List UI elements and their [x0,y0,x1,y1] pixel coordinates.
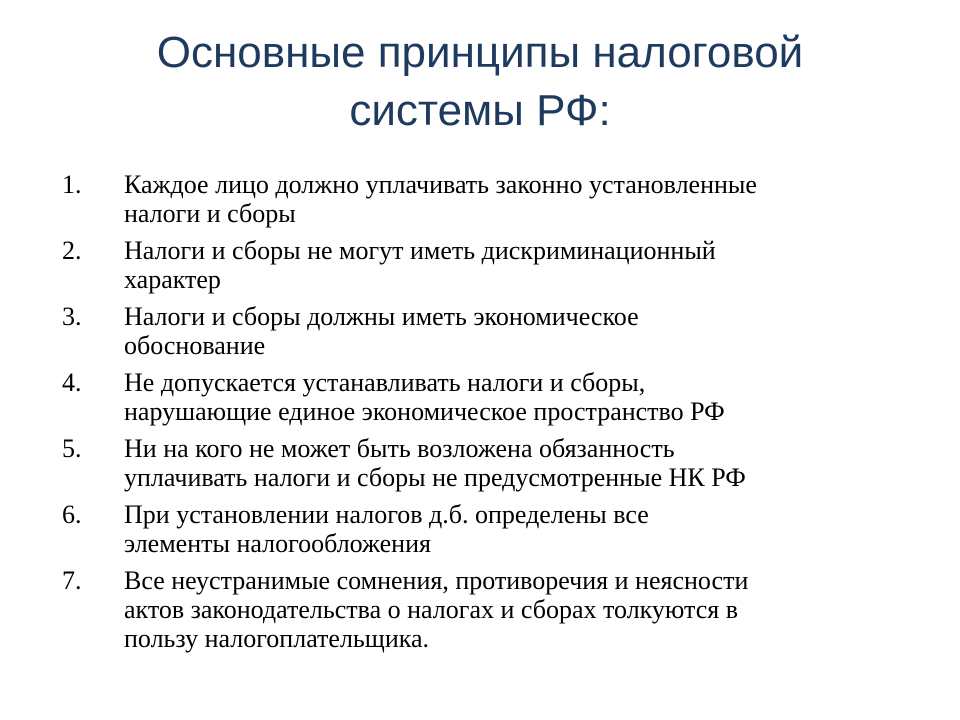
list-item [62,236,902,294]
list-item-text-line: обоснование [124,331,266,360]
list-item-text-line: нарушающие единое экономическое пространство РФ [124,397,725,426]
list-item-text-line: уплачивать налоги и сборы не предусмотренные НК РФ [124,463,746,492]
list-item [62,368,902,426]
list-item-text-line: элементы налогообложения [124,529,431,558]
list-item-text-line: налоги и сборы [124,199,296,228]
list-item-text-line: актов законодательства о налогах и сборах толкуются в [124,595,738,624]
list-item-text-line: Все неустранимые сомнения, противоречия и неясности [124,566,749,595]
list-item-number: 4. [62,368,82,397]
list-item [62,500,902,558]
list-item-text-line: Не допускается устанавливать налоги и сборы, [124,368,646,397]
principles-list [62,170,902,661]
list-item-text-line: Налоги и сборы должны иметь экономическое [124,302,639,331]
list-item-number: 6. [62,500,82,529]
list-item-number: 3. [62,302,82,331]
list-item-number: 7. [62,566,82,595]
list-item-text-line: Ни на кого не может быть возложена обязанность [124,434,675,463]
title-line-1: Основные принципы налоговой [156,28,804,77]
list-item-text-line: При установлении налогов д.б. определены все [124,500,649,529]
list-item-number: 5. [62,434,82,463]
list-item-number: 2. [62,236,82,265]
list-item-text-line: Каждое лицо должно уплачивать законно установленные [124,170,757,199]
slide-title [40,24,920,140]
title-line-2: системы РФ: [349,86,611,135]
list-item-text-line: пользу налогоплательщика. [124,624,430,653]
list-item-text-line: Налоги и сборы не могут иметь дискриминационный [124,236,716,265]
list-item-number: 1. [62,170,82,199]
list-item [62,302,902,360]
list-item [62,434,902,492]
list-item [62,566,902,653]
list-item [62,170,902,228]
list-item-text-line: характер [124,265,221,294]
